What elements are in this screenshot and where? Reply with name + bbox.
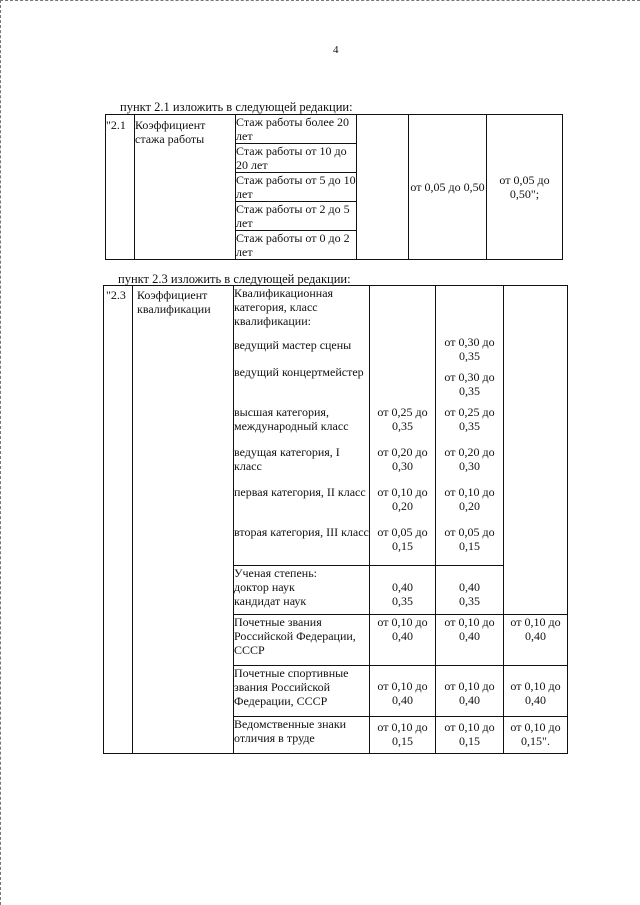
row-value: от 0,10 до 0,40 xyxy=(370,615,436,666)
section1-number: "2.1 xyxy=(106,115,135,260)
category-label: высшая категория, международный класс xyxy=(234,405,349,433)
row-value: от 0,10 до 0,15 xyxy=(370,717,436,754)
sport-titles-label: Почетные спортивные звания Российской Федерации, СССР xyxy=(234,666,370,717)
category-value: от 0,10 до 0,20 xyxy=(377,485,428,513)
row-value: от 0,10 до 0,40 xyxy=(504,666,568,717)
degree-values-col3 xyxy=(436,566,504,615)
degree-value: 0,35 xyxy=(392,594,413,608)
section1-item: Стаж работы от 0 до 2 лет xyxy=(236,231,357,260)
section2-number: "2.3 xyxy=(104,286,133,754)
section1-item: Стаж работы от 2 до 5 лет xyxy=(236,202,357,231)
section1-item: Стаж работы от 5 до 10 лет xyxy=(236,173,356,201)
section2-intro: пункт 2.3 изложить в следующей редакции: xyxy=(118,272,351,286)
category-label: ведущий концертмейстер xyxy=(234,365,364,379)
category-value: от 0,10 до 0,20 xyxy=(444,485,495,513)
row-value: от 0,10 до 0,15 xyxy=(436,717,504,754)
degree-candidate: кандидат наук xyxy=(234,594,307,608)
section2-table xyxy=(103,285,568,754)
category-value: от 0,05 до 0,15 xyxy=(377,525,428,553)
section1-empty-col xyxy=(357,115,409,260)
departmental-awards-label: Ведомственные знаки отличия в труде xyxy=(234,717,370,754)
degree-values-col2 xyxy=(370,566,436,615)
row-value: от 0,10 до 0,40 xyxy=(436,666,504,717)
category-label: первая категория, II класс xyxy=(234,485,366,499)
page-top-edge xyxy=(0,0,640,1)
category-label: вторая категория, III класс xyxy=(234,525,369,539)
degree-doctor: доктор наук xyxy=(234,580,295,594)
page-number: 4 xyxy=(333,44,339,56)
section2-name: Коэффициент квалификации xyxy=(133,286,234,754)
category-header: Квалификационная категория, класс квалификации: xyxy=(234,286,334,328)
category-value: от 0,20 до 0,30 xyxy=(377,445,428,473)
row-value: от 0,10 до 0,15". xyxy=(504,717,568,754)
section1-item: Стаж работы более 20 лет xyxy=(236,115,357,144)
section1-item: Стаж работы от 10 до 20 лет xyxy=(236,144,357,173)
section1-value-col4: от 0,05 до 0,50"; xyxy=(487,115,563,260)
degree-value: 0,40 xyxy=(459,580,480,594)
category-value: от 0,25 до 0,35 xyxy=(444,405,495,433)
category-list xyxy=(234,286,370,566)
row-value: от 0,10 до 0,40 xyxy=(370,666,436,717)
degree-cell xyxy=(234,566,370,615)
row-value: от 0,10 до 0,40 xyxy=(436,615,504,666)
section1-intro: пункт 2.1 изложить в следующей редакции: xyxy=(120,100,353,114)
page-left-edge xyxy=(0,0,1,905)
honorary-titles-label: Почетные звания Российской Федерации, СССР xyxy=(234,615,370,666)
category-label: ведущая категория, I класс xyxy=(234,445,340,473)
category-value: от 0,05 до 0,15 xyxy=(444,525,495,553)
section1-table xyxy=(105,114,563,260)
section2-col4-empty xyxy=(504,286,568,615)
category-value: от 0,30 до 0,35 xyxy=(444,335,495,363)
degree-value: 0,35 xyxy=(459,594,480,608)
category-label: ведущий мастер сцены xyxy=(234,338,352,352)
category-value: от 0,25 до 0,35 xyxy=(377,405,428,433)
row-value: от 0,10 до 0,40 xyxy=(504,615,568,666)
category-values-col2 xyxy=(370,286,436,566)
section1-value-col3: от 0,05 до 0,50 xyxy=(409,115,487,260)
category-values-col3 xyxy=(436,286,504,566)
section1-name: Коэффициент стажа работы xyxy=(135,115,236,260)
degree-value: 0,40 xyxy=(392,580,413,594)
degree-header: Ученая степень: xyxy=(234,566,317,580)
category-value: от 0,20 до 0,30 xyxy=(444,445,495,473)
category-value: от 0,30 до 0,35 xyxy=(444,370,495,398)
